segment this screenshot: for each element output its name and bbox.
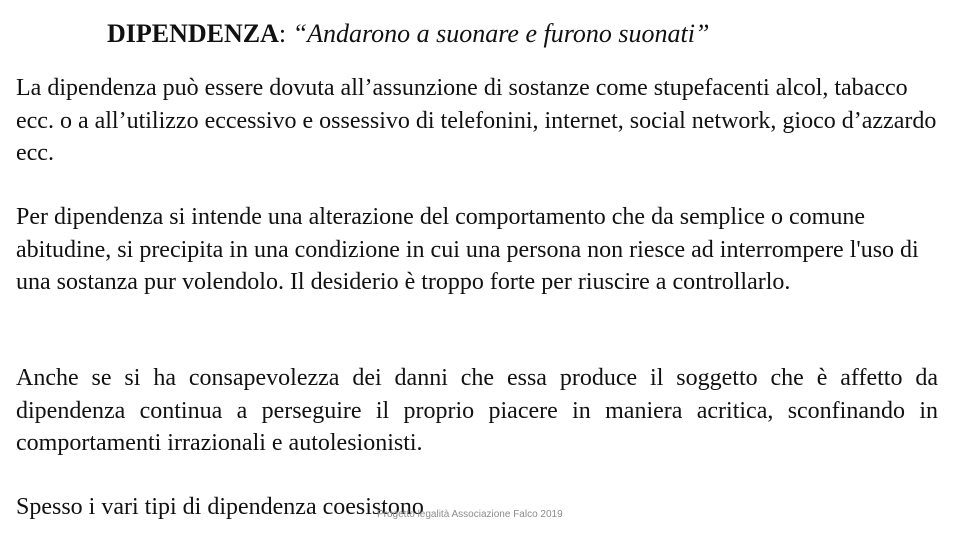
title-quote: “Andarono a suonare e furono suonati” (292, 19, 710, 48)
paragraph-causes: La dipendenza può essere dovuta all’assunzione di sostanze come stupefacenti alcol, tabacco ecc. o a all’utilizzo eccessivo e ossessivo di telefonini, internet, social network, gioco d’azzardo ecc. (16, 75, 937, 166)
paragraph-definition: Per dipendenza si intende una alterazione del comportamento che da semplice o comune abitudine, si precipita in una condizione in cui una persona non riesce ad interrompere l'uso di una sostanza pur volendolo. Il desiderio è troppo forte per riuscire a controllarlo. (16, 204, 919, 295)
title-separator: : (278, 19, 293, 48)
slide-footer: Progetto legalità Associazione Falco 2019 (377, 509, 563, 520)
paragraph-coexistence: Spesso i vari tipi di dipendenza coesistono (16, 494, 424, 520)
paragraph-awareness: Anche se si ha consapevolezza dei danni che essa produce il soggetto che è affetto da dipendenza continua a perseguire il proprio piacere in maniera acritica, sconfinando in comportamenti irrazionali e autolesionisti. (16, 365, 938, 456)
slide-title (107, 18, 709, 50)
title-keyword: DIPENDENZA (107, 19, 279, 48)
